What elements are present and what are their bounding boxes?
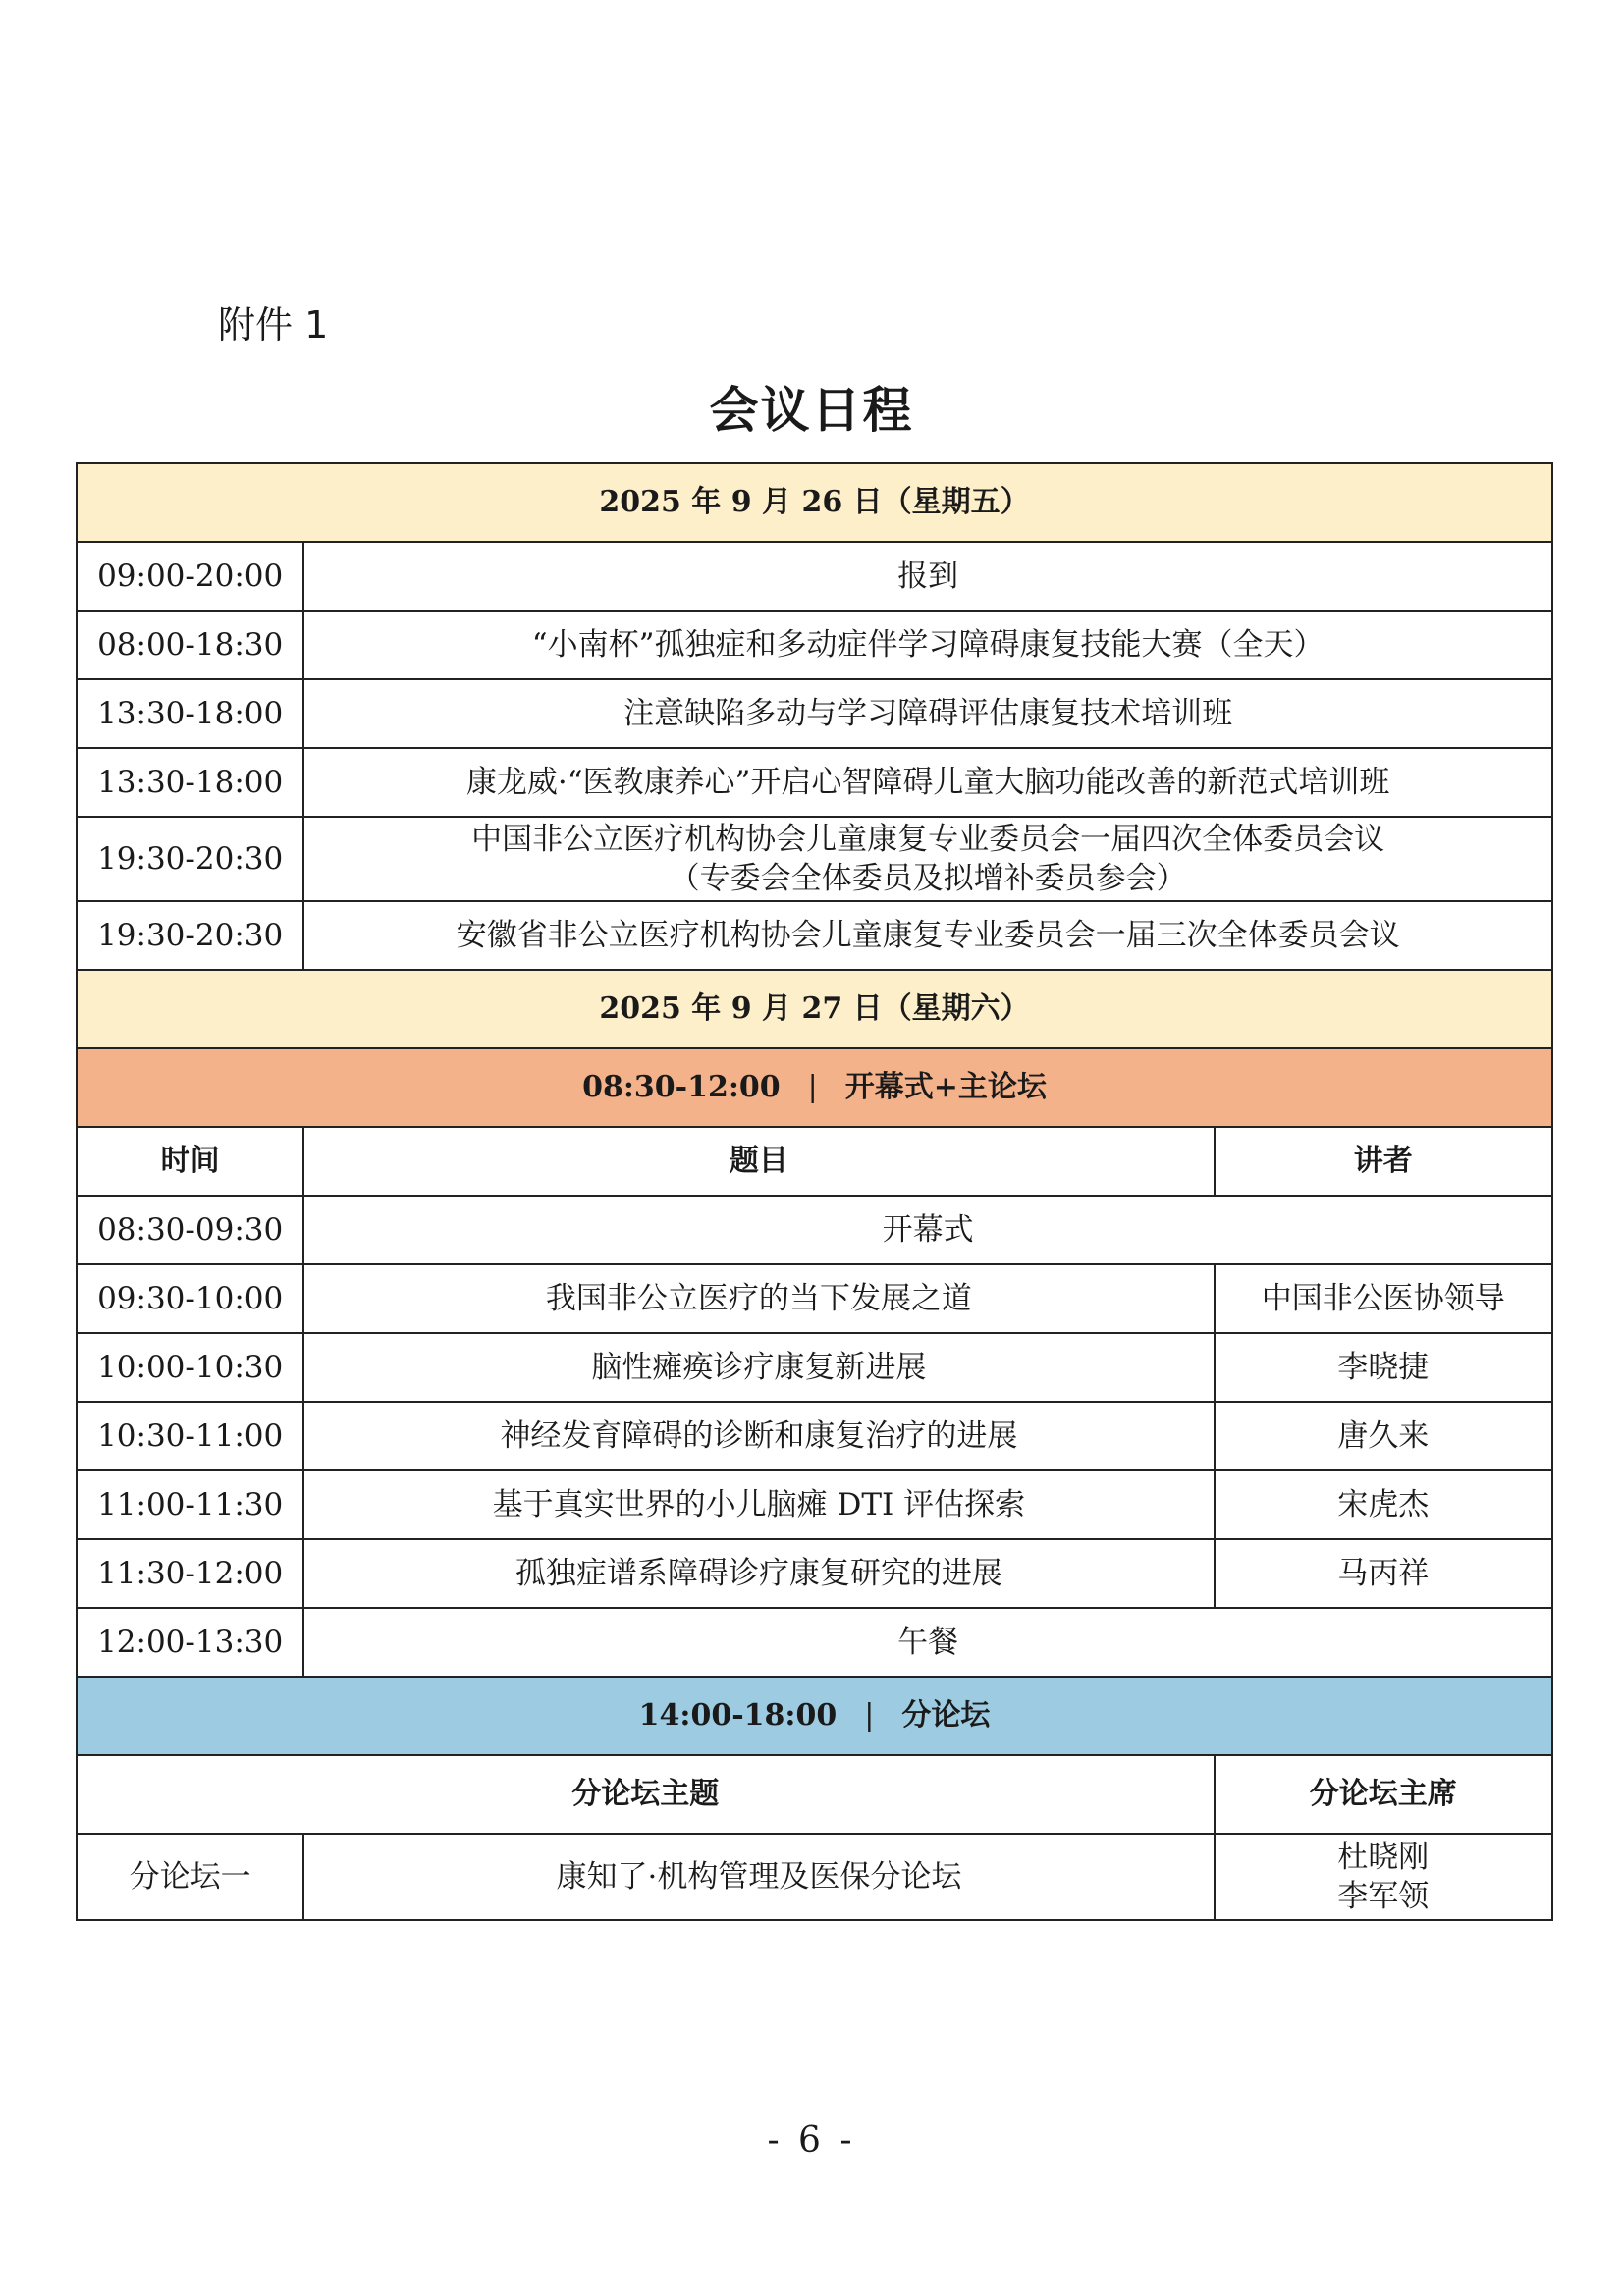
speaker-cell: 李晓捷 bbox=[1215, 1333, 1552, 1402]
sub-session-row bbox=[77, 1677, 1552, 1755]
table-row bbox=[77, 1470, 1552, 1539]
table-row bbox=[77, 1264, 1552, 1333]
speaker-cell: 马丙祥 bbox=[1215, 1539, 1552, 1608]
topic-cell: “小南杯”孤独症和多动症伴学习障碍康复技能大赛（全天） bbox=[303, 611, 1552, 679]
sub-session-cell bbox=[77, 1677, 1552, 1755]
forum-chair-cell bbox=[1215, 1834, 1552, 1920]
topic-cell: 午餐 bbox=[303, 1608, 1552, 1677]
topic-cell: 基于真实世界的小儿脑瘫 DTI 评估探索 bbox=[303, 1470, 1214, 1539]
main-session-time: 08:30-12:00 bbox=[582, 1070, 781, 1104]
topic-cell bbox=[303, 817, 1552, 901]
topic-line: 中国非公立医疗机构协会儿童康复专业委员会一届四次全体委员会议 bbox=[471, 822, 1385, 857]
time-cell: 08:30-09:30 bbox=[77, 1196, 303, 1264]
topic-cell: 神经发育障碍的诊断和康复治疗的进展 bbox=[303, 1402, 1214, 1470]
table-row bbox=[77, 817, 1552, 901]
table-row bbox=[77, 611, 1552, 679]
topic-cell: 安徽省非公立医疗机构协会儿童康复专业委员会一届三次全体委员会议 bbox=[303, 901, 1552, 970]
time-cell: 11:00-11:30 bbox=[77, 1470, 303, 1539]
table-row bbox=[77, 1608, 1552, 1677]
topic-line-note: （专委会全体委员及拟增补委员参会） bbox=[669, 861, 1187, 896]
time-cell: 13:30-18:00 bbox=[77, 679, 303, 748]
main-session-cell bbox=[77, 1048, 1552, 1127]
table-row bbox=[77, 1402, 1552, 1470]
separator: | bbox=[864, 1698, 875, 1733]
day1-label: 2025 年 9 月 26 日（星期五） bbox=[77, 463, 1552, 542]
table-row bbox=[77, 1196, 1552, 1264]
table-row bbox=[77, 1333, 1552, 1402]
header-forum-theme: 分论坛主题 bbox=[77, 1755, 1215, 1834]
time-cell: 09:30-10:00 bbox=[77, 1264, 303, 1333]
forum-theme-cell: 康知了·机构管理及医保分论坛 bbox=[303, 1834, 1214, 1920]
chair-name: 杜晓刚 bbox=[1337, 1840, 1430, 1875]
topic-cell: 脑性瘫痪诊疗康复新进展 bbox=[303, 1333, 1214, 1402]
time-cell: 09:00-20:00 bbox=[77, 542, 303, 611]
attachment-label: 附件 1 bbox=[218, 303, 329, 347]
time-cell: 10:00-10:30 bbox=[77, 1333, 303, 1402]
header-forum-chair: 分论坛主席 bbox=[1215, 1755, 1552, 1834]
sub-session-name: 分论坛 bbox=[901, 1698, 991, 1733]
topic-cell: 报到 bbox=[303, 542, 1552, 611]
time-cell: 12:00-13:30 bbox=[77, 1608, 303, 1677]
table-row bbox=[77, 542, 1552, 611]
column-header-row bbox=[77, 1127, 1552, 1196]
topic-cell: 我国非公立医疗的当下发展之道 bbox=[303, 1264, 1214, 1333]
table-row bbox=[77, 679, 1552, 748]
topic-cell: 注意缺陷多动与学习障碍评估康复技术培训班 bbox=[303, 679, 1552, 748]
time-cell: 19:30-20:30 bbox=[77, 817, 303, 901]
forum-row bbox=[77, 1834, 1552, 1920]
forum-header-row bbox=[77, 1755, 1552, 1834]
header-topic: 题目 bbox=[303, 1127, 1214, 1196]
day-header-row bbox=[77, 463, 1552, 542]
page-number: - 6 - bbox=[767, 2120, 856, 2161]
day2-label: 2025 年 9 月 27 日（星期六） bbox=[77, 970, 1552, 1048]
topic-cell: 开幕式 bbox=[303, 1196, 1552, 1264]
topic-cell: 孤独症谱系障碍诊疗康复研究的进展 bbox=[303, 1539, 1214, 1608]
separator: | bbox=[807, 1070, 818, 1104]
time-cell: 19:30-20:30 bbox=[77, 901, 303, 970]
speaker-cell: 宋虎杰 bbox=[1215, 1470, 1552, 1539]
time-cell: 08:00-18:30 bbox=[77, 611, 303, 679]
time-cell: 11:30-12:00 bbox=[77, 1539, 303, 1608]
time-cell: 13:30-18:00 bbox=[77, 748, 303, 817]
table-row bbox=[77, 901, 1552, 970]
speaker-cell: 中国非公医协领导 bbox=[1215, 1264, 1552, 1333]
main-session-row bbox=[77, 1048, 1552, 1127]
main-session-name: 开幕式+主论坛 bbox=[844, 1070, 1047, 1104]
chair-name: 李军领 bbox=[1337, 1879, 1430, 1914]
page-title: 会议日程 bbox=[709, 382, 914, 439]
speaker-cell: 唐久来 bbox=[1215, 1402, 1552, 1470]
header-speaker: 讲者 bbox=[1215, 1127, 1552, 1196]
header-time: 时间 bbox=[77, 1127, 303, 1196]
sub-session-time: 14:00-18:00 bbox=[638, 1698, 838, 1733]
day-header-row bbox=[77, 970, 1552, 1048]
table-row bbox=[77, 1539, 1552, 1608]
topic-cell: 康龙威·“医教康养心”开启心智障碍儿童大脑功能改善的新范式培训班 bbox=[303, 748, 1552, 817]
schedule-table bbox=[76, 462, 1553, 1921]
table-row bbox=[77, 748, 1552, 817]
time-cell: 10:30-11:00 bbox=[77, 1402, 303, 1470]
forum-name-cell: 分论坛一 bbox=[77, 1834, 303, 1920]
